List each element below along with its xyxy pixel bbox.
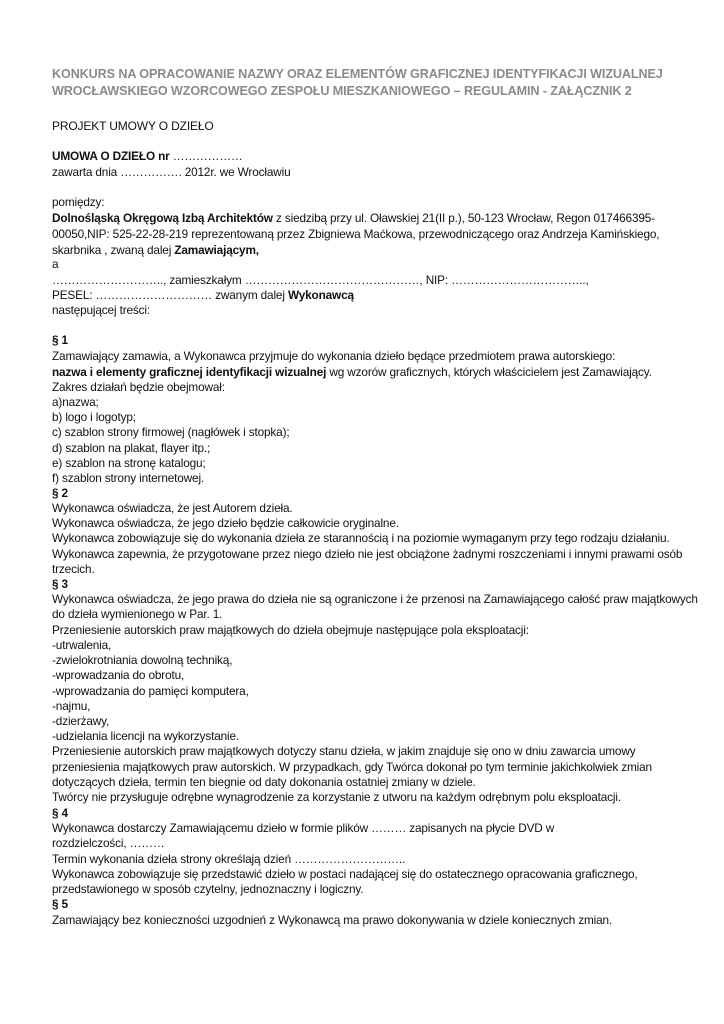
- section-4-line: rozdzielczości, ………: [52, 836, 165, 850]
- section-4-line: Wykonawca zobowiązuje się przedstawić dzieło w postaci nadającej się do ostatecznego opracowania graficznego,: [52, 867, 638, 881]
- section-4-line: Wykonawca dostarczy Zamawiającemu dzieło w formie plików ……… zapisanych na płycie DVD w: [52, 821, 555, 835]
- contract-title: [52, 148, 243, 164]
- contract-date: zawarta dnia ……………. 2012r. we Wrocławiu: [52, 165, 291, 179]
- party-org-line-1: [52, 210, 655, 226]
- section-3-field: -utrwalenia,: [52, 638, 112, 652]
- parties-following: następującej treści:: [52, 303, 150, 317]
- section-2-line: Wykonawca zobowiązuje się do wykonania dzieła ze starannością i na poziomie wymaganym przy tego rodzaju działaniu.: [52, 531, 670, 545]
- parties-between: pomiędzy:: [52, 195, 105, 209]
- party-org-line-2: 00050,NIP: 525-22-28-219 reprezentowaną przez Zbigniewa Maćkowa, przewodniczącego oraz Andrzeja Kamińskiego,: [52, 227, 660, 241]
- party-org-role: skarbnika , zwaną dalej: [52, 243, 175, 257]
- section-3-field: -dzierżawy,: [52, 714, 110, 728]
- contract-title-bold: UMOWA O DZIEŁO nr: [52, 149, 170, 163]
- section-2-line: Wykonawca zapewnia, że przygotowane przez niego dzieło nie jest obciążone żadnymi roszczeniami i innymi prawami osób: [52, 547, 683, 561]
- section-4-heading: § 4: [52, 806, 68, 820]
- section-3-line: Przeniesienie autorskich praw majątkowych do dzieła obejmuje następujące pola eksploatacji:: [52, 623, 529, 637]
- header-line-2: WROCŁAWSKIEGO WZORCOWEGO ZESPOŁU MIESZKANIOWEGO – REGULAMIN - ZAŁĄCZNIK 2: [52, 84, 632, 98]
- section-2-line: Wykonawca oświadcza, że jego dzieło będzie całkowicie oryginalne.: [52, 516, 399, 530]
- section-1-item: e) szablon na stronę katalogu;: [52, 456, 206, 470]
- contractor-line-1: ……………………….., zamieszkałym ………………………………………, NIP: ……………………………..,: [52, 273, 589, 287]
- section-3-line: przeniesienia majątkowych praw autorskich. W przypadkach, gdy Twórca dokonał po tym terminie jakichkolwiek zmian: [52, 760, 652, 774]
- section-3-line: Przeniesienie autorskich praw majątkowych dotyczy stanu dzieła, w jakim znajduje się ono w dniu zawarcia umowy: [52, 744, 636, 758]
- section-1-heading: § 1: [52, 333, 68, 347]
- section-1-item: b) logo i logotyp;: [52, 410, 136, 424]
- section-5-heading: § 5: [52, 897, 68, 911]
- section-5-line: Zamawiający bez konieczności uzgodnień z Wykonawcą ma prawo dokonywania w dziele koniecznych zmian.: [52, 913, 613, 927]
- document-header: [52, 66, 692, 100]
- section-4-line: przedstawionego w sposób czytelny, jednoznaczny i logiczny.: [52, 882, 364, 896]
- section-1-subject: nazwa i elementy graficznej identyfikacji wizualnej: [52, 365, 327, 379]
- section-1-item: f) szablon strony internetowej.: [52, 471, 205, 485]
- section-1-item: a)nazwa;: [52, 395, 99, 409]
- section-1-item: d) szablon na plakat, flayer itp.;: [52, 441, 211, 455]
- project-title: PROJEKT UMOWY O DZIEŁO: [52, 119, 214, 133]
- party-org-line-3: [52, 242, 259, 258]
- section-3-field: -wprowadzania do pamięci komputera,: [52, 684, 249, 698]
- party-org-name: Dolnośląską Okręgową Izbą Architektów: [52, 211, 273, 225]
- section-1-item: c) szablon strony firmowej (nagłówek i stopka);: [52, 425, 290, 439]
- contractor-line-2: [52, 287, 354, 303]
- section-2-line: trzecich.: [52, 562, 95, 576]
- section-2-line: Wykonawca oświadcza, że jest Autorem dzieła.: [52, 501, 293, 515]
- parties-and: a: [52, 257, 59, 271]
- contractor-alias: Wykonawcą: [287, 288, 354, 302]
- section-3-line: Twórcy nie przysługuje odrębne wynagrodzenie za korzystanie z utworu na każdym odrębnym polu eksploatacji.: [52, 790, 622, 804]
- section-1-line-1: Zamawiający zamawia, a Wykonawca przyjmuje do wykonania dzieło będące przedmiotem prawa autorskiego:: [52, 349, 616, 363]
- section-3-field: -najmu,: [52, 699, 91, 713]
- section-3-line: Wykonawca oświadcza, że jego prawa do dzieła nie są ograniczone i że przenosi na Zamawiającego całość praw majątkowych: [52, 592, 698, 606]
- party-org-alias: Zamawiającym,: [174, 243, 259, 257]
- section-3-heading: § 3: [52, 577, 68, 591]
- section-3-line: do dzieła wymienionego w Par. 1.: [52, 607, 223, 621]
- section-3-field: -wprowadzania do obrotu,: [52, 668, 185, 682]
- section-1-line-3: Zakres działań będzie obejmował:: [52, 380, 225, 394]
- section-1-subject-rest: wg wzorów graficznych, których właścicielem jest Zamawiający.: [326, 365, 652, 379]
- section-4-line: Termin wykonania dzieła strony określają dzień ………………………..: [52, 852, 406, 866]
- section-3-line: dotyczących dzieła, termin ten biegnie od daty dokonania ostatniej zmiany w dziele.: [52, 775, 476, 789]
- header-line-1: KONKURS NA OPRACOWANIE NAZWY ORAZ ELEMENTÓW GRAFICZNEJ IDENTYFIKACJI WIZUALNEJ: [52, 67, 663, 81]
- contractor-pesel: PESEL: ………………………… zwanym dalej: [52, 288, 288, 302]
- section-3-field: -udzielania licencji na wykorzystanie.: [52, 729, 240, 743]
- section-1-line-2: [52, 364, 652, 380]
- party-org-address: z siedzibą przy ul. Oławskiej 21(II p.), 50-123 Wrocław, Regon 017466395-: [272, 211, 655, 225]
- section-2-heading: § 2: [52, 486, 68, 500]
- section-3-field: -zwielokrotniania dowolną techniką,: [52, 653, 233, 667]
- contract-title-number: ………………: [169, 149, 243, 163]
